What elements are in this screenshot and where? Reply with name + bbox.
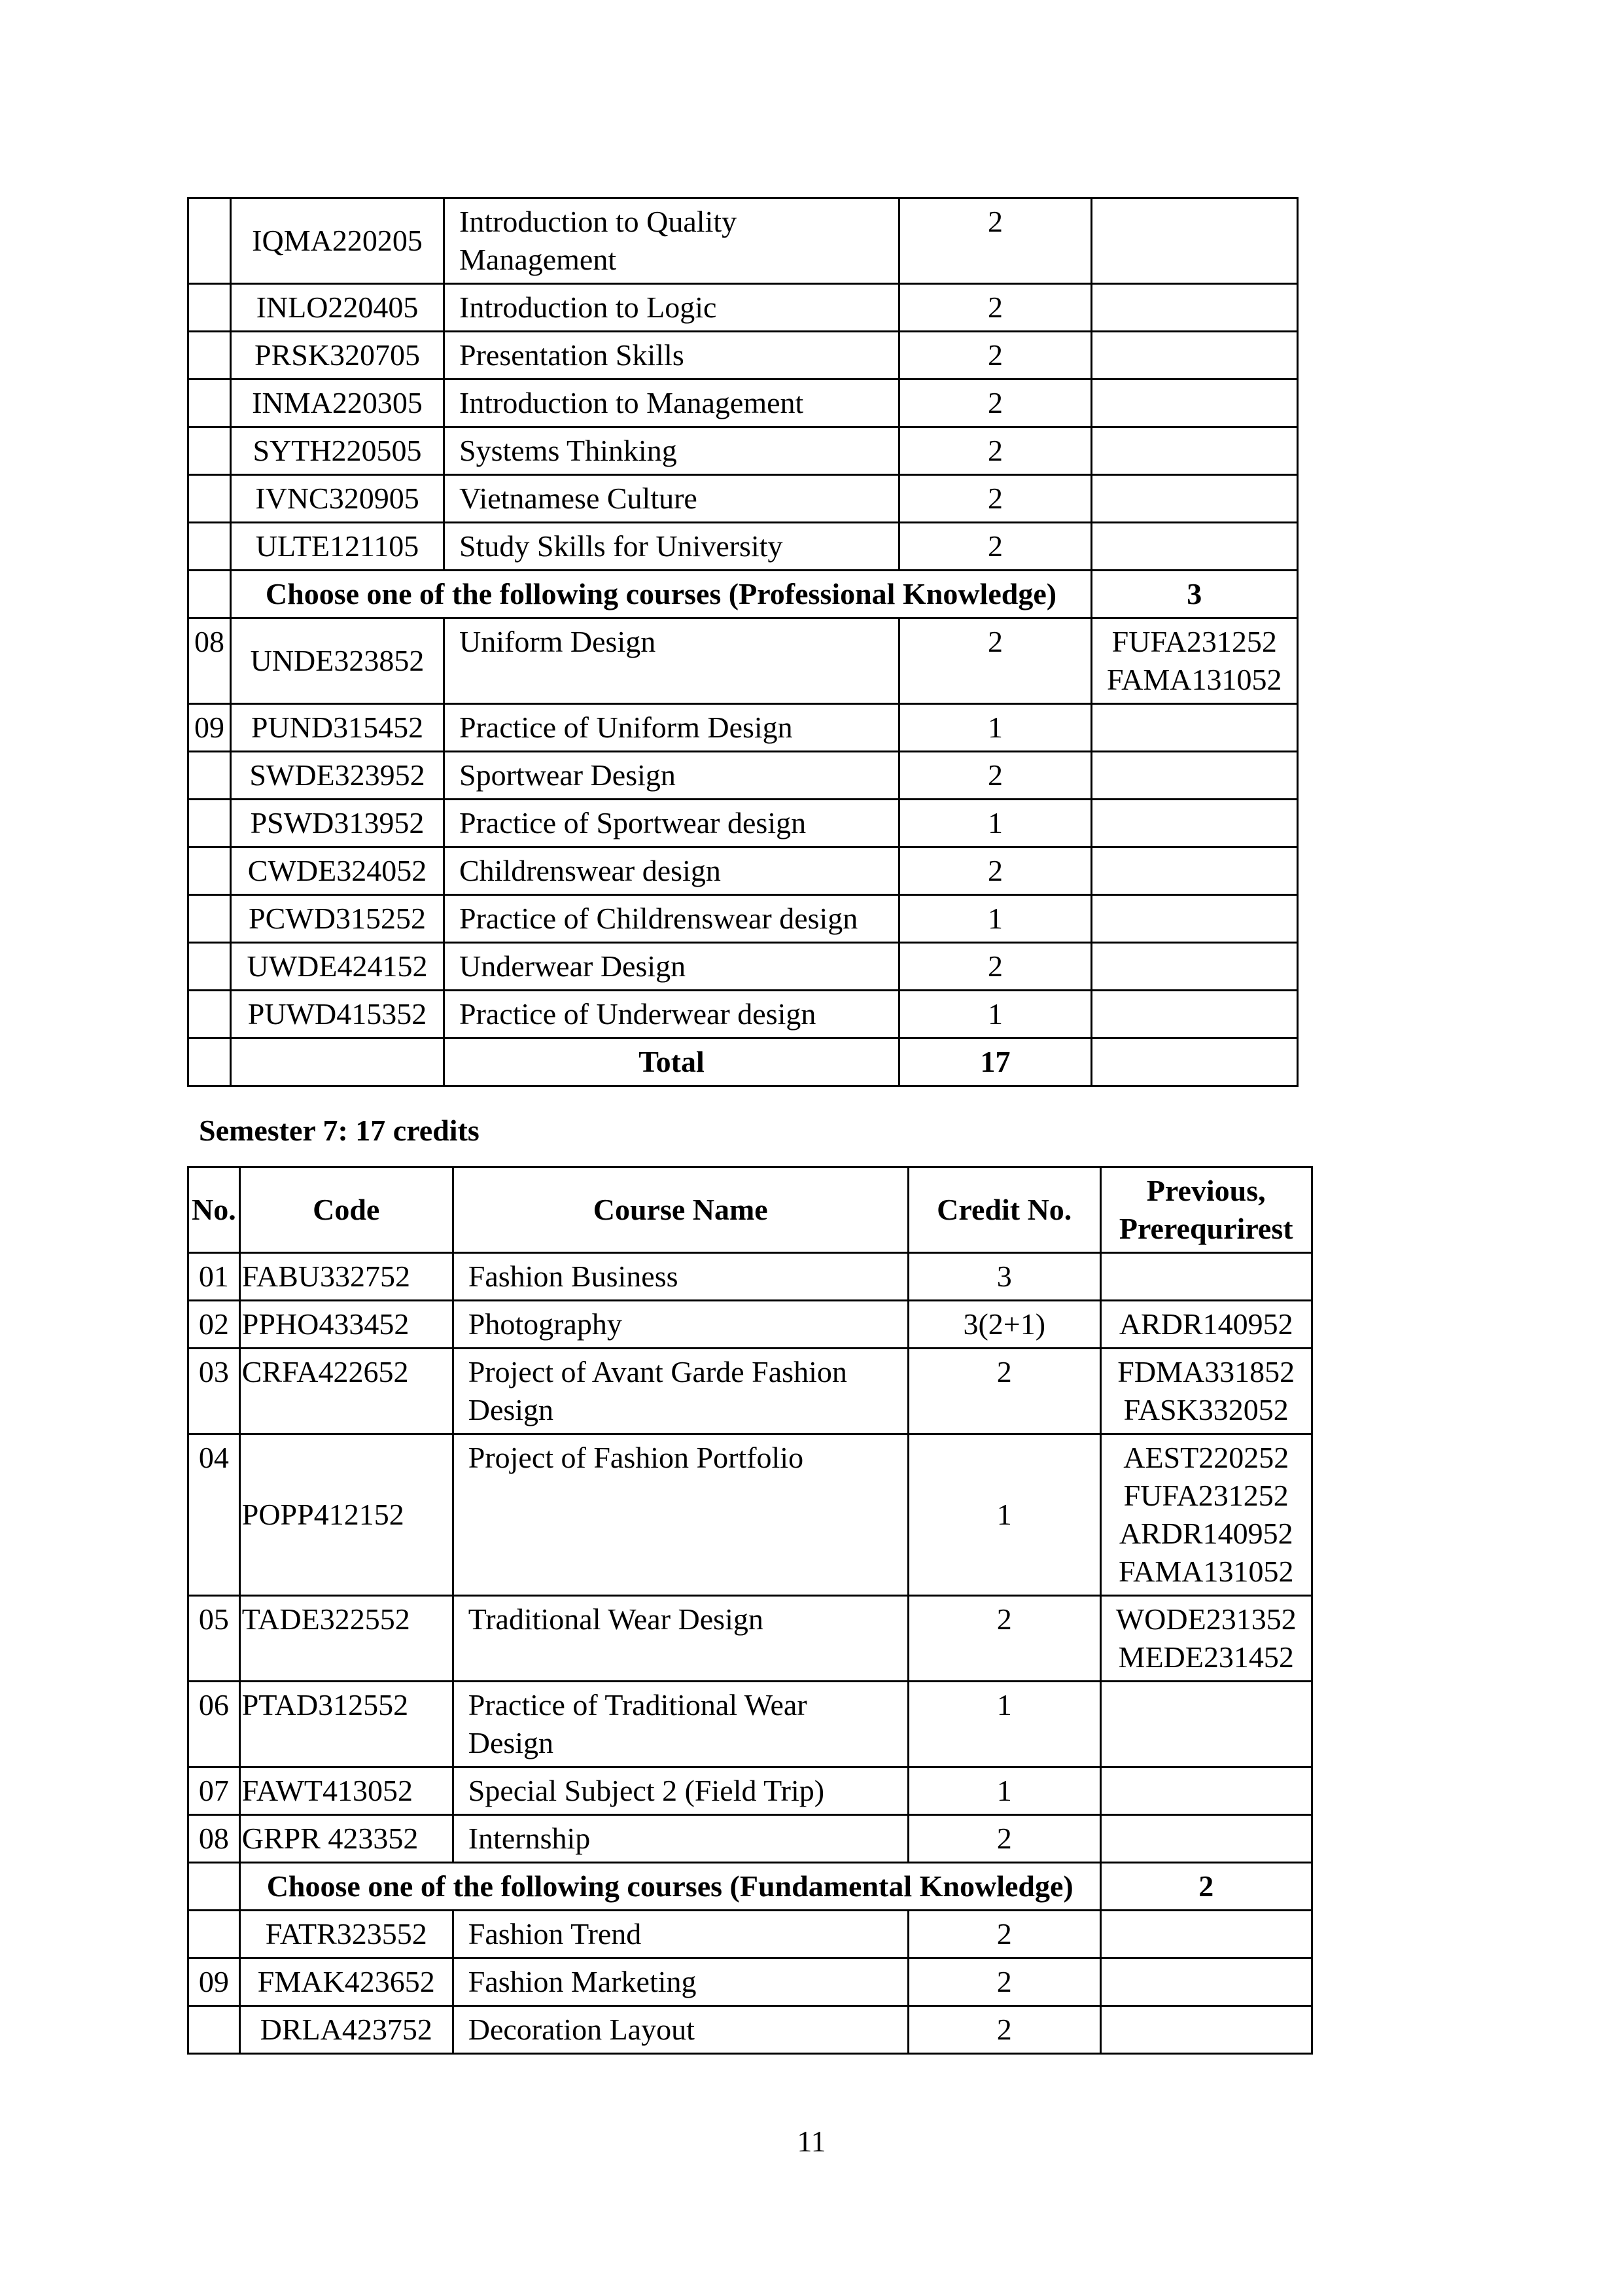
- row-number-cell: 09: [188, 1958, 240, 2006]
- course-code-cell: IVNC320905: [231, 475, 444, 523]
- credit-cell: 2: [908, 1349, 1100, 1434]
- total-credit: 17: [899, 1038, 1092, 1086]
- course-name-cell: Internship: [453, 1815, 908, 1863]
- prerequisite-cell: [1092, 284, 1298, 332]
- row-number-cell: 04: [188, 1434, 240, 1596]
- credit-cell: 1: [908, 1682, 1100, 1767]
- credit-cell: 2: [899, 380, 1092, 427]
- credit-cell: 1: [899, 895, 1092, 943]
- course-code-cell: INLO220405: [231, 284, 444, 332]
- course-row: [188, 198, 1298, 284]
- course-name-cell: Practice of Uniform Design: [444, 704, 899, 752]
- page-number: 11: [797, 2125, 826, 2158]
- credit-cell: 2: [908, 2006, 1100, 2054]
- course-row: [188, 847, 1298, 895]
- table1-body-professional: [188, 618, 1298, 1038]
- row-number-cell: [188, 2006, 240, 2054]
- course-name-cell: Practice of Childrenswear design: [444, 895, 899, 943]
- prerequisite-cell: [1092, 943, 1298, 991]
- prerequisite-cell: [1092, 332, 1298, 380]
- choose-credit: 3: [1092, 571, 1298, 618]
- course-row: [188, 618, 1298, 704]
- course-row: [188, 704, 1298, 752]
- course-row: [188, 1301, 1312, 1349]
- course-name-cell: Fashion Trend: [453, 1911, 908, 1958]
- course-code-cell: INMA220305: [231, 380, 444, 427]
- row-number-cell: [188, 895, 231, 943]
- course-name-cell: Project of Avant Garde Fashion Design: [453, 1349, 908, 1434]
- curriculum-table-continued: [187, 197, 1299, 1087]
- prerequisite-cell: [1100, 1815, 1312, 1863]
- row-number-cell: 02: [188, 1301, 240, 1349]
- course-code-cell: PUND315452: [231, 704, 444, 752]
- course-name-cell: Special Subject 2 (Field Trip): [453, 1767, 908, 1815]
- prerequisite-cell: WODE231352 MEDE231452: [1100, 1596, 1312, 1682]
- course-name-cell: Traditional Wear Design: [453, 1596, 908, 1682]
- row-number-cell: 09: [188, 704, 231, 752]
- choose-label: Choose one of the following courses (Fundamental Knowledge): [239, 1863, 1100, 1911]
- course-code-cell: FATR323552: [239, 1911, 453, 1958]
- course-code-cell: IQMA220205: [231, 198, 444, 284]
- course-name-cell: Introduction to Logic: [444, 284, 899, 332]
- credit-cell: 2: [899, 332, 1092, 380]
- prerequisite-cell: [1100, 2006, 1312, 2054]
- choose-row-fundamental: [188, 1863, 1312, 1911]
- course-code-cell: SYTH220505: [231, 427, 444, 475]
- course-row: [188, 895, 1298, 943]
- row-number-cell: [188, 523, 231, 571]
- total-label: Total: [444, 1038, 899, 1086]
- row-number-cell: 05: [188, 1596, 240, 1682]
- prereq-cell: [1092, 1038, 1298, 1086]
- header-course-name: Course Name: [453, 1167, 908, 1253]
- course-row: [188, 1682, 1312, 1767]
- prerequisite-cell: [1092, 380, 1298, 427]
- credit-cell: 2: [899, 943, 1092, 991]
- course-name-cell: Presentation Skills: [444, 332, 899, 380]
- course-row: [188, 800, 1298, 847]
- course-row: [188, 475, 1298, 523]
- row-number-cell: 06: [188, 1682, 240, 1767]
- course-row: [188, 943, 1298, 991]
- choose-row-professional: [188, 571, 1298, 618]
- table1-choose-section: [188, 571, 1298, 618]
- row-number-cell: 08: [188, 1815, 240, 1863]
- course-code-cell: PTAD312552: [239, 1682, 453, 1767]
- row-number-cell: [188, 427, 231, 475]
- row-number-cell: 01: [188, 1253, 240, 1301]
- credit-cell: 2: [899, 523, 1092, 571]
- credit-cell: 3(2+1): [908, 1301, 1100, 1349]
- prerequisite-cell: FDMA331852 FASK332052: [1100, 1349, 1312, 1434]
- semester-7-table: [187, 1166, 1313, 2055]
- credit-cell: 2: [899, 284, 1092, 332]
- course-row: [188, 1958, 1312, 2006]
- row-number-cell: [188, 380, 231, 427]
- row-number-cell: [188, 571, 231, 618]
- course-name-cell: Childrenswear design: [444, 847, 899, 895]
- header-row: [188, 1167, 1312, 1253]
- prerequisite-cell: [1100, 1911, 1312, 1958]
- course-code-cell: UWDE424152: [231, 943, 444, 991]
- table2-body-electives: [188, 1911, 1312, 2054]
- prerequisite-cell: ARDR140952: [1100, 1301, 1312, 1349]
- prerequisite-cell: [1092, 752, 1298, 800]
- course-row: [188, 332, 1298, 380]
- prerequisite-cell: [1100, 1682, 1312, 1767]
- course-name-cell: Photography: [453, 1301, 908, 1349]
- course-code-cell: FMAK423652: [239, 1958, 453, 2006]
- prerequisite-cell: [1100, 1253, 1312, 1301]
- credit-cell: 2: [899, 618, 1092, 704]
- prerequisite-cell: [1092, 198, 1298, 284]
- credit-cell: 2: [899, 475, 1092, 523]
- credit-cell: 3: [908, 1253, 1100, 1301]
- credit-cell: 2: [908, 1958, 1100, 2006]
- table1-total-section: [188, 1038, 1298, 1086]
- course-code-cell: PSWD313952: [231, 800, 444, 847]
- table2-body-courses: [188, 1253, 1312, 1863]
- course-row: [188, 1253, 1312, 1301]
- prerequisite-cell: [1100, 1958, 1312, 2006]
- course-row: [188, 1434, 1312, 1596]
- table2-choose-section: [188, 1863, 1312, 1911]
- course-name-cell: Practice of Sportwear design: [444, 800, 899, 847]
- course-code-cell: FAWT413052: [239, 1767, 453, 1815]
- credit-cell: 2: [899, 427, 1092, 475]
- row-number-cell: 03: [188, 1349, 240, 1434]
- credit-cell: 2: [908, 1596, 1100, 1682]
- course-row: [188, 1911, 1312, 1958]
- row-number-cell: [188, 198, 231, 284]
- course-code-cell: GRPR 423352: [239, 1815, 453, 1863]
- course-row: [188, 284, 1298, 332]
- course-code-cell: POPP412152: [239, 1434, 453, 1596]
- code-cell: [231, 1038, 444, 1086]
- course-code-cell: UNDE323852: [231, 618, 444, 704]
- credit-cell: 2: [899, 752, 1092, 800]
- course-name-cell: Practice of Underwear design: [444, 991, 899, 1038]
- credit-cell: 1: [899, 800, 1092, 847]
- credit-cell: 2: [908, 1911, 1100, 1958]
- course-code-cell: FABU332752: [239, 1253, 453, 1301]
- prerequisite-cell: [1092, 523, 1298, 571]
- prerequisite-cell: [1092, 800, 1298, 847]
- course-row: [188, 1767, 1312, 1815]
- header-prerequisite: Previous, Prerequrirest: [1100, 1167, 1312, 1253]
- course-name-cell: Introduction to Quality Management: [444, 198, 899, 284]
- header-no: No.: [188, 1167, 240, 1253]
- choose-label: Choose one of the following courses (Professional Knowledge): [231, 571, 1092, 618]
- course-code-cell: SWDE323952: [231, 752, 444, 800]
- course-code-cell: ULTE121105: [231, 523, 444, 571]
- course-code-cell: PUWD415352: [231, 991, 444, 1038]
- course-row: [188, 2006, 1312, 2054]
- semester-heading: Semester 7: 17 credits: [199, 1114, 480, 1147]
- row-number-cell: [188, 991, 231, 1038]
- course-code-cell: PCWD315252: [231, 895, 444, 943]
- row-number-cell: [188, 752, 231, 800]
- row-number-cell: [188, 284, 231, 332]
- course-name-cell: Vietnamese Culture: [444, 475, 899, 523]
- course-code-cell: PRSK320705: [231, 332, 444, 380]
- row-number-cell: 07: [188, 1767, 240, 1815]
- table2-header: [188, 1167, 1312, 1253]
- choose-credit: 2: [1100, 1863, 1312, 1911]
- credit-cell: 1: [899, 704, 1092, 752]
- credit-cell: 1: [908, 1434, 1100, 1596]
- course-name-cell: Project of Fashion Portfolio: [453, 1434, 908, 1596]
- course-row: [188, 991, 1298, 1038]
- course-name-cell: Fashion Marketing: [453, 1958, 908, 2006]
- row-number-cell: [188, 475, 231, 523]
- prerequisite-cell: [1100, 1767, 1312, 1815]
- prerequisite-cell: [1092, 847, 1298, 895]
- course-name-cell: Introduction to Management: [444, 380, 899, 427]
- course-name-cell: Underwear Design: [444, 943, 899, 991]
- row-number-cell: 08: [188, 618, 231, 704]
- prerequisite-cell: AEST220252 FUFA231252 ARDR140952 FAMA131052: [1100, 1434, 1312, 1596]
- course-name-cell: Sportwear Design: [444, 752, 899, 800]
- course-row: [188, 427, 1298, 475]
- course-row: [188, 380, 1298, 427]
- row-number-cell: [188, 943, 231, 991]
- credit-cell: 2: [899, 198, 1092, 284]
- total-row: [188, 1038, 1298, 1086]
- course-name-cell: Uniform Design: [444, 618, 899, 704]
- row-number-cell: [188, 800, 231, 847]
- course-row: [188, 523, 1298, 571]
- credit-cell: 2: [908, 1815, 1100, 1863]
- header-credit: Credit No.: [908, 1167, 1100, 1253]
- header-code: Code: [239, 1167, 453, 1253]
- course-code-cell: PPHO433452: [239, 1301, 453, 1349]
- table1-body-electives: [188, 198, 1298, 571]
- course-name-cell: Systems Thinking: [444, 427, 899, 475]
- row-number-cell: [188, 332, 231, 380]
- course-row: [188, 1596, 1312, 1682]
- prerequisite-cell: [1092, 427, 1298, 475]
- course-name-cell: Practice of Traditional Wear Design: [453, 1682, 908, 1767]
- course-row: [188, 1815, 1312, 1863]
- credit-cell: 1: [908, 1767, 1100, 1815]
- prerequisite-cell: [1092, 475, 1298, 523]
- course-name-cell: Decoration Layout: [453, 2006, 908, 2054]
- row-number-cell: [188, 847, 231, 895]
- course-name-cell: Fashion Business: [453, 1253, 908, 1301]
- credit-cell: 2: [899, 847, 1092, 895]
- prerequisite-cell: [1092, 704, 1298, 752]
- course-row: [188, 1349, 1312, 1434]
- credit-cell: 1: [899, 991, 1092, 1038]
- course-code-cell: CRFA422652: [239, 1349, 453, 1434]
- course-code-cell: CWDE324052: [231, 847, 444, 895]
- row-number-cell: [188, 1863, 240, 1911]
- course-name-cell: Study Skills for University: [444, 523, 899, 571]
- course-row: [188, 752, 1298, 800]
- prerequisite-cell: [1092, 895, 1298, 943]
- prerequisite-cell: [1092, 991, 1298, 1038]
- row-number-cell: [188, 1038, 231, 1086]
- row-number-cell: [188, 1911, 240, 1958]
- prerequisite-cell: FUFA231252 FAMA131052: [1092, 618, 1298, 704]
- course-code-cell: DRLA423752: [239, 2006, 453, 2054]
- course-code-cell: TADE322552: [239, 1596, 453, 1682]
